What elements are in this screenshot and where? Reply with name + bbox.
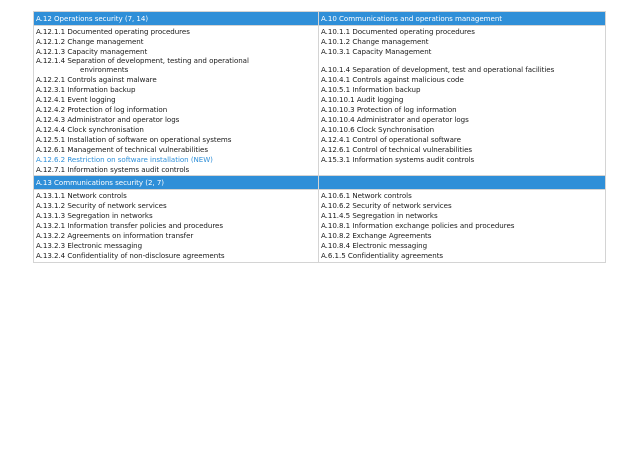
list-item: A.12.6.1 Management of technical vulnerabilities <box>36 145 208 155</box>
list-item: A.10.6.2 Security of network services <box>321 201 452 211</box>
list-item-continued: environments <box>80 65 129 74</box>
list-item: A.12.4.4 Clock synchronisation <box>36 124 144 134</box>
right-controls-cell <box>319 26 606 176</box>
section-title-right <box>319 176 606 190</box>
list-item: A.10.10.6 Clock Synchronisation <box>321 124 435 134</box>
list-item: A.10.8.1 Information exchange policies and procedures <box>321 221 515 231</box>
list-item: A.12.4.3 Administrator and operator logs <box>36 114 180 124</box>
list-item: A.10.10.1 Audit logging <box>321 94 404 104</box>
list-item: A.12.2.1 Controls against malware <box>36 74 157 84</box>
left-controls-cell <box>34 26 319 176</box>
section-body-row <box>34 190 606 262</box>
list-item: A.10.10.4 Administrator and operator logs <box>321 114 469 124</box>
list-item: A.12.6.1 Control of technical vulnerabilities <box>321 145 473 155</box>
section-title-right: A.10 Communications and operations management <box>319 12 606 26</box>
section-body-row <box>34 26 606 176</box>
list-item: A.10.3.1 Capacity Management <box>321 47 432 57</box>
list-item: A.12.7.1 Information systems audit controls <box>36 165 190 175</box>
list-item: A.13.2.3 Electronic messaging <box>36 241 143 251</box>
list-item: A.11.4.5 Segregation in networks <box>321 211 438 221</box>
list-item: A.12.4.1 Event logging <box>36 94 116 104</box>
list-item: A.12.1.4 Separation of development, testing and operational <box>36 57 249 66</box>
list-item: A.15.3.1 Information systems audit controls <box>321 155 475 165</box>
list-item: A.10.6.1 Network controls <box>321 191 412 201</box>
list-item: A.12.4.2 Protection of log information <box>36 104 168 114</box>
list-item: A.13.1.3 Segregation in networks <box>36 211 153 221</box>
list-item: A.10.5.1 Information backup <box>321 84 421 94</box>
list-item: A.10.1.2 Change management <box>321 37 429 47</box>
list-item: A.6.1.5 Confidentiality agreements <box>321 251 444 261</box>
list-item: A.10.1.4 Separation of development, test and operational facilities <box>321 65 555 74</box>
list-item: A.12.5.1 Installation of software on operational systems <box>36 135 232 145</box>
list-item: A.12.3.1 Information backup <box>36 84 136 94</box>
list-spacer <box>321 57 605 66</box>
list-item: A.10.1.1 Documented operating procedures <box>321 27 475 36</box>
left-controls-cell <box>34 190 319 262</box>
right-controls-cell <box>319 190 606 262</box>
section-title-left: A.12 Operations security (7, 14) <box>34 12 319 26</box>
list-item: A.10.10.3 Protection of log information <box>321 104 457 114</box>
list-item: A.12.1.3 Capacity management <box>36 47 148 57</box>
list-item-new: A.12.6.2 Restriction on software installation (NEW) <box>36 155 213 165</box>
section-header-row <box>34 176 606 190</box>
list-item: A.10.8.4 Electronic messaging <box>321 241 428 251</box>
list-item: A.10.4.1 Controls against malicious code <box>321 74 464 84</box>
list-item: A.12.1.1 Documented operating procedures <box>36 27 190 36</box>
list-item: A.13.2.4 Confidentiality of non-disclosure agreements <box>36 251 225 261</box>
section-header-row <box>34 12 606 26</box>
list-item: A.13.1.1 Network controls <box>36 191 127 201</box>
control-mapping-table <box>33 11 606 263</box>
list-item: A.10.8.2 Exchange Agreements <box>321 231 432 241</box>
list-item: A.13.2.1 Information transfer policies and procedures <box>36 221 223 231</box>
section-title-left: A.13 Communications security (2, 7) <box>34 176 319 190</box>
list-item: A.13.1.2 Security of network services <box>36 201 167 211</box>
list-item: A.12.4.1 Control of operational software <box>321 135 461 145</box>
list-item: A.13.2.2 Agreements on information transfer <box>36 231 194 241</box>
list-item: A.12.1.2 Change management <box>36 37 144 47</box>
